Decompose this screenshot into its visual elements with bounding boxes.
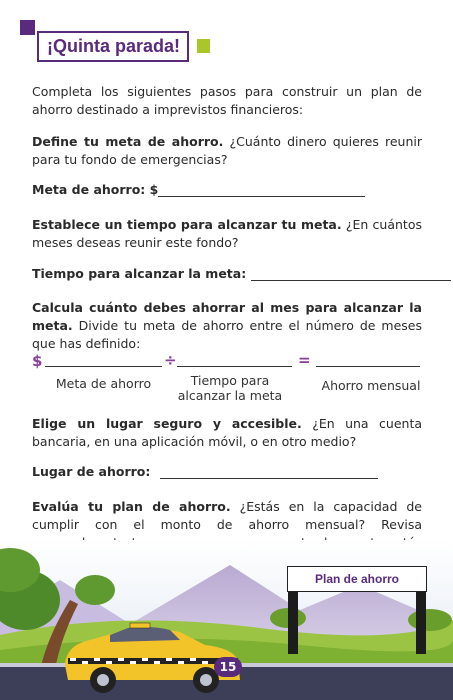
field-meta-row [32, 182, 365, 197]
divide-symbol: ÷ [164, 351, 177, 369]
field-lugar-row [32, 464, 378, 479]
label-mensual: Ahorro mensual [321, 378, 421, 393]
label-tiempo [170, 373, 290, 403]
step-calculate [32, 299, 422, 353]
page-number: 15 [219, 660, 237, 674]
page-number-badge [214, 657, 242, 677]
label-tiempo-line-2: alcanzar la meta [177, 388, 283, 403]
step-define-goal [32, 133, 422, 169]
sign-label: Plan de ahorro [314, 572, 400, 586]
step-define-goal-heading: Define tu meta de ahorro. [32, 134, 224, 149]
mensual-blank[interactable] [316, 366, 420, 367]
tiempo-blank[interactable] [177, 366, 292, 367]
field-tiempo-row [32, 266, 451, 281]
dollar-symbol: $ [32, 352, 43, 370]
step-set-time-text: ¿En cuántos meses deseas reunir este fondo? [32, 217, 422, 250]
field-lugar-blank[interactable] [160, 465, 378, 479]
step-evaluate-heading: Evalúa tu plan de ahorro. [32, 499, 231, 514]
green-square-decoration [197, 39, 210, 53]
equals-symbol: = [298, 351, 311, 369]
step-set-time [32, 216, 422, 252]
step-calculate-heading: Calcula cuánto debes ahorrar al mes para alcanzar la meta. [32, 300, 422, 333]
field-lugar-label: Lugar de ahorro: [32, 464, 151, 479]
step-set-time-heading: Establece un tiempo para alcanzar tu meta. [32, 217, 342, 232]
step-choose-place-text: ¿En una cuenta bancaria, en una aplicación móvil, o en otro medio? [32, 416, 422, 449]
meta-blank[interactable] [45, 366, 162, 367]
field-meta-blank[interactable] [158, 183, 365, 197]
step-define-goal-text: ¿Cuánto dinero quieres reunir para tu fondo de emergencias? [32, 134, 422, 167]
corner-square-decoration [20, 20, 35, 35]
section-title-box [37, 31, 189, 62]
label-tiempo-line-1: Tiempo para [190, 373, 270, 388]
page-title: ¡Quinta parada! [47, 36, 181, 56]
field-tiempo-blank[interactable] [251, 267, 451, 281]
field-meta-label: Meta de ahorro: $ [32, 182, 159, 197]
step-calculate-text: Divide tu meta de ahorro entre el número de meses que has definido: [32, 318, 422, 351]
step-choose-place-heading: Elige un lugar seguro y accesible. [32, 416, 302, 431]
step-evaluate-text: ¿Estás en la capacidad de cumplir con el monto de ahorro mensual? Revisa [32, 499, 422, 532]
step-choose-place [32, 415, 422, 451]
field-tiempo-label: Tiempo para alcanzar la meta: [32, 266, 247, 281]
label-meta: Meta de ahorro [55, 376, 152, 391]
intro-paragraph: Completa los siguientes pasos para construir un plan de ahorro destinado a imprevistos financieros: [32, 84, 422, 117]
savings-plan-sign [287, 566, 427, 592]
